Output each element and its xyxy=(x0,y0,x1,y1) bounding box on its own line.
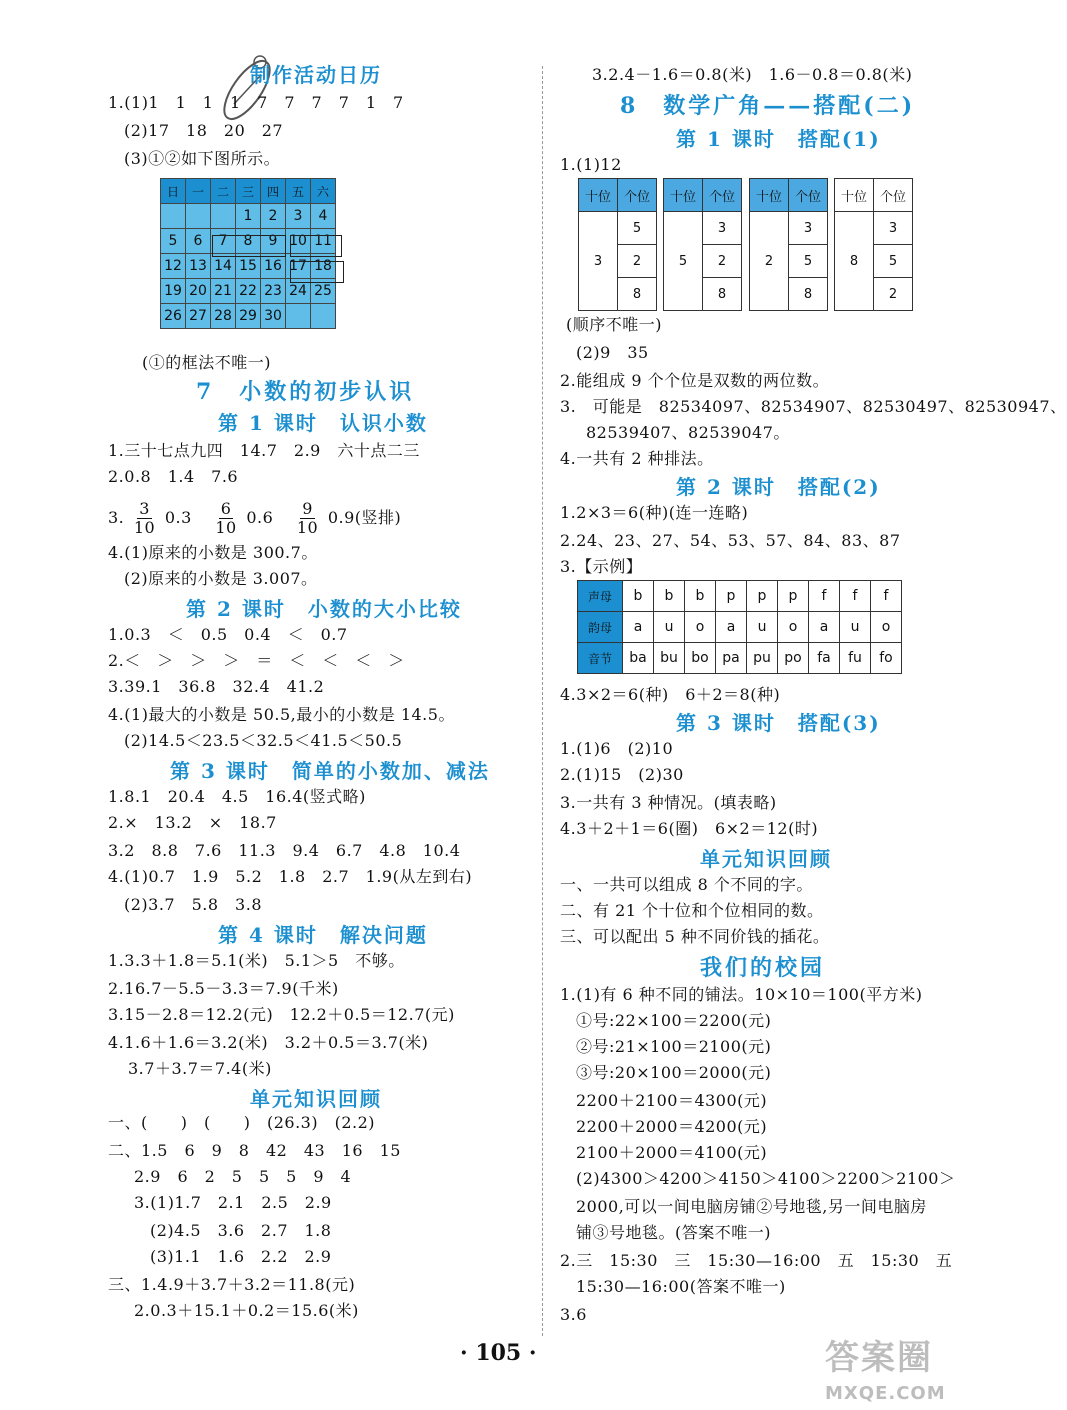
calendar-day-cell: 10 xyxy=(286,229,311,254)
answer-line: 3.39.1 36.8 32.4 41.2 xyxy=(108,677,325,696)
answer-line: (2)4300＞4200＞4150＞4100＞2200＞2100＞ xyxy=(576,1169,956,1188)
answer-line: (3)1.1 1.6 2.2 2.9 xyxy=(150,1247,332,1266)
calendar-day-cell: 20 xyxy=(186,279,211,304)
pinyin-cell: ba xyxy=(623,643,654,674)
page-number: · 105 · xyxy=(460,1340,537,1366)
place-value-cell: 十位 xyxy=(835,179,874,212)
answer-line: 1.(1)6 (2)10 xyxy=(560,739,674,758)
calendar-day-cell: 5 xyxy=(161,229,186,254)
calendar-day-cell: 25 xyxy=(311,279,336,304)
place-value-table-3 xyxy=(749,178,828,311)
answer-line: 3.(1)1.7 2.1 2.5 2.9 xyxy=(134,1193,332,1212)
r-lesson3-title: 第 3 课时 搭配(3) xyxy=(676,711,881,735)
calendar-day-cell: 9 xyxy=(261,229,286,254)
answer-line: (2)4.5 3.6 2.7 1.8 xyxy=(150,1221,332,1240)
calendar-day-cell: 23 xyxy=(261,279,286,304)
pinyin-cell: o xyxy=(871,612,902,643)
answer-line: 4.1.6＋1.6＝3.2(米) 3.2＋0.5＝3.7(米) xyxy=(108,1033,429,1052)
review-title-right: 单元知识回顾 xyxy=(700,847,832,871)
lesson4-title: 第 4 课时 解决问题 xyxy=(218,923,428,947)
answer-line: 3.6 xyxy=(560,1305,587,1324)
answer-line: 2.(1)15 (2)30 xyxy=(560,765,684,784)
answer-line: 1.三十七点九四 14.7 2.9 六十点二三 xyxy=(108,441,420,460)
place-value-cell: 十位 xyxy=(750,179,789,212)
r-lesson1-title: 第 1 课时 搭配(1) xyxy=(676,127,881,151)
column-divider xyxy=(542,66,543,1336)
pinyin-cell: u xyxy=(840,612,871,643)
pinyin-cell: bo xyxy=(685,643,716,674)
calendar-day-cell: 8 xyxy=(236,229,261,254)
pinyin-cell: bu xyxy=(654,643,685,674)
answer-line: 2200＋2000＝4200(元) xyxy=(576,1117,768,1136)
place-value-cell: 8 xyxy=(789,278,828,311)
pinyin-row-label: 音节 xyxy=(578,643,623,674)
place-value-cell: 3 xyxy=(703,212,742,245)
answer-line: 3.7＋3.7＝7.4(米) xyxy=(128,1059,272,1078)
answer-line: 3.【示例】 xyxy=(560,557,643,576)
place-value-cell: 8 xyxy=(835,212,874,311)
calendar-day-cell: 27 xyxy=(186,304,211,329)
answer-line: 3.2.4－1.6＝0.8(米) 1.6－0.8＝0.8(米) xyxy=(592,65,913,84)
fraction-part: 3 xyxy=(139,499,150,518)
calendar-day-cell: 22 xyxy=(236,279,261,304)
place-value-cell: 个位 xyxy=(703,179,742,212)
answer-line: (2)3.7 5.8 3.8 xyxy=(124,895,263,914)
answer-line: 1.0.3 ＜ 0.5 0.4 ＜ 0.7 xyxy=(108,625,348,644)
fraction-part: 10 xyxy=(133,518,156,537)
decimal-value: 0.3 xyxy=(164,508,192,527)
place-value-cell: 十位 xyxy=(664,179,703,212)
answer-line-fractions xyxy=(108,500,401,537)
answer-line: 铺③号地毯。(答案不唯一) xyxy=(576,1223,771,1242)
pinyin-cell: p xyxy=(747,581,778,612)
decimal-value: 0.6 xyxy=(246,508,274,527)
answer-line: 4.(1)原来的小数是 300.7。 xyxy=(108,543,318,562)
answer-line: 1.(1)1 1 1 1 7 7 7 7 1 7 xyxy=(108,93,404,112)
answer-line: 三、可以配出 5 种不同价钱的插花。 xyxy=(560,927,830,946)
answer-line: 4.3×2＝6(种) 6＋2＝8(种) xyxy=(560,685,781,704)
fraction xyxy=(297,500,318,537)
answer-line: 2.16.7－5.5－3.3＝7.9(千米) xyxy=(108,979,339,998)
place-value-cell: 个位 xyxy=(789,179,828,212)
pinyin-cell: fu xyxy=(840,643,871,674)
answer-line: 2.× 13.2 × 18.7 xyxy=(108,813,277,832)
lesson3-title: 第 3 课时 简单的小数加、减法 xyxy=(170,759,490,783)
answer-line: 4.(1)0.7 1.9 5.2 1.8 2.7 1.9(从左到右) xyxy=(108,867,473,886)
calendar-day-cell: 11 xyxy=(311,229,336,254)
answer-line: 2.0.8 1.4 7.6 xyxy=(108,467,239,486)
answer-line: 2.能组成 9 个个位是双数的两位数。 xyxy=(560,371,830,390)
answer-line: 2.24、23、27、54、53、57、84、83、87 xyxy=(560,531,901,550)
calendar-day-cell xyxy=(161,204,186,229)
calendar-header-cell: 日 xyxy=(161,179,186,204)
calendar-header-cell: 二 xyxy=(211,179,236,204)
place-value-cell: 2 xyxy=(750,212,789,311)
answer-line: 三、1.4.9＋3.7＋3.2＝11.8(元) xyxy=(108,1275,356,1294)
answer-line: 2.0.3＋15.1＋0.2＝15.6(米) xyxy=(134,1301,359,1320)
pinyin-cell: a xyxy=(623,612,654,643)
calendar-day-cell: 13 xyxy=(186,254,211,279)
calendar-day-cell: 28 xyxy=(211,304,236,329)
watermark xyxy=(825,1330,946,1404)
q3-prefix: 3. xyxy=(108,508,125,527)
answer-line: 15:30—16:00(答案不唯一) xyxy=(576,1277,786,1296)
answer-line: ①号:22×100＝2200(元) xyxy=(576,1011,772,1030)
fraction-part: 10 xyxy=(215,518,237,537)
calendar-header-cell: 一 xyxy=(186,179,211,204)
calendar-day-cell: 12 xyxy=(161,254,186,279)
answer-line: ③号:20×100＝2000(元) xyxy=(576,1063,772,1082)
calendar-mark-box xyxy=(212,235,286,257)
fraction xyxy=(215,500,236,537)
watermark-logo-text: 答案圈 xyxy=(825,1338,933,1378)
pinyin-cell: po xyxy=(778,643,809,674)
pinyin-cell: b xyxy=(654,581,685,612)
pinyin-cell: pu xyxy=(747,643,778,674)
answer-line: 1.2×3＝6(种)(连一连略) xyxy=(560,503,749,522)
answer-line: (2)原来的小数是 3.007。 xyxy=(124,569,318,588)
place-value-cell: 3 xyxy=(579,212,618,311)
answer-line: 1.(1)有 6 种不同的铺法。10×10＝100(平方米) xyxy=(560,985,923,1004)
pinyin-cell: b xyxy=(685,581,716,612)
place-value-cell: 个位 xyxy=(874,179,913,212)
campus-title: 我们的校园 xyxy=(700,955,826,981)
decimal-value: 0.9(竖排) xyxy=(327,508,402,527)
pinyin-cell: pa xyxy=(716,643,747,674)
place-value-table-4 xyxy=(834,178,913,311)
pinyin-cell: o xyxy=(778,612,809,643)
place-value-cell: 2 xyxy=(618,245,657,278)
answer-note: (顺序不唯一) xyxy=(566,315,662,334)
place-value-cell: 个位 xyxy=(618,179,657,212)
fraction-part: 9 xyxy=(302,499,313,518)
place-value-cell: 3 xyxy=(874,212,913,245)
fraction-part: 6 xyxy=(220,499,232,518)
answer-note: (①的框法不唯一) xyxy=(142,353,271,372)
review-title-left: 单元知识回顾 xyxy=(250,1087,382,1111)
pinyin-cell: a xyxy=(716,612,747,643)
place-value-cell: 5 xyxy=(618,212,657,245)
place-value-cell: 8 xyxy=(618,278,657,311)
calendar-day-cell: 7 xyxy=(211,229,236,254)
place-value-cell: 5 xyxy=(874,245,913,278)
calendar-day-cell: 15 xyxy=(236,254,261,279)
place-value-cell: 3 xyxy=(789,212,828,245)
r-lesson2-title: 第 2 课时 搭配(2) xyxy=(676,475,881,499)
pinyin-cell: b xyxy=(623,581,654,612)
answer-line: 2000,可以一间电脑房铺②号地毯,另一间电脑房 xyxy=(576,1197,927,1216)
pinyin-table xyxy=(577,580,902,674)
pinyin-row-label: 声母 xyxy=(578,581,623,612)
unit7-title: 7 小数的初步认识 xyxy=(196,379,415,405)
calendar-day-cell: 21 xyxy=(211,279,236,304)
calendar-day-cell: 14 xyxy=(211,254,236,279)
answer-line: 4.(1)最大的小数是 50.5,最小的小数是 14.5。 xyxy=(108,705,455,724)
answer-line: 2100＋2000＝4100(元) xyxy=(576,1143,768,1162)
fraction-part: 10 xyxy=(296,518,319,537)
answer-line: 3. 可能是 82534097、82534907、82530497、82530947、 xyxy=(560,397,1067,416)
calendar-day-cell xyxy=(286,304,311,329)
answer-line: 3.15－2.8＝12.2(元) 12.2＋0.5＝12.7(元) xyxy=(108,1005,455,1024)
lesson1-title: 第 1 课时 认识小数 xyxy=(218,411,428,435)
calendar-day-cell xyxy=(186,204,211,229)
answer-line: 4.3＋2＋1＝6(圈) 6×2＝12(时) xyxy=(560,819,819,838)
place-value-cell: 5 xyxy=(664,212,703,311)
unit8-title: 8 数学广角——搭配(二) xyxy=(620,93,916,119)
calendar-header-cell: 五 xyxy=(286,179,311,204)
calendar-day-cell: 17 xyxy=(286,254,311,279)
answer-line: ②号:21×100＝2100(元) xyxy=(576,1037,772,1056)
answer-line: 2200＋2100＝4300(元) xyxy=(576,1091,768,1110)
answer-line: 一、( ) ( ) (26.3) (2.2) xyxy=(108,1113,376,1132)
pinyin-row-label: 韵母 xyxy=(578,612,623,643)
calendar-day-cell: 18 xyxy=(311,254,336,279)
answer-line: 2.＜ ＞ ＞ ＞ ＝ ＜ ＜ ＜ ＞ xyxy=(108,651,405,670)
calendar-title: 制作活动日历 xyxy=(250,63,382,87)
answer-line: 3.2 8.8 7.6 11.3 9.4 6.7 4.8 10.4 xyxy=(108,841,461,860)
place-value-cell: 2 xyxy=(703,245,742,278)
calendar-day-cell: 30 xyxy=(261,304,286,329)
pinyin-cell: u xyxy=(654,612,685,643)
place-value-cell: 2 xyxy=(874,278,913,311)
answer-line: (2)17 18 20 27 xyxy=(124,121,284,140)
answer-line: 3.一共有 3 种情况。(填表略) xyxy=(560,793,777,812)
answer-line: 1.3.3＋1.8＝5.1(米) 5.1＞5 不够。 xyxy=(108,951,405,970)
calendar-day-cell: 3 xyxy=(286,204,311,229)
calendar-day-cell: 26 xyxy=(161,304,186,329)
answer-line: 2.三 15:30 三 15:30—16:00 五 15:30 五 xyxy=(560,1251,953,1270)
place-value-table-1 xyxy=(578,178,657,311)
answer-line: 二、1.5 6 9 8 42 43 16 15 xyxy=(108,1141,401,1160)
calendar-day-cell: 4 xyxy=(311,204,336,229)
pinyin-cell: fa xyxy=(809,643,840,674)
lesson2-title: 第 2 课时 小数的大小比较 xyxy=(186,597,462,621)
calendar-header-cell: 三 xyxy=(236,179,261,204)
pinyin-cell: p xyxy=(778,581,809,612)
calendar-day-cell: 2 xyxy=(261,204,286,229)
pinyin-cell: f xyxy=(871,581,902,612)
pinyin-cell: u xyxy=(747,612,778,643)
place-value-cell: 8 xyxy=(703,278,742,311)
calendar-day-cell: 19 xyxy=(161,279,186,304)
answer-line: 1.(1)12 xyxy=(560,155,622,174)
calendar-day-cell xyxy=(311,304,336,329)
place-value-table-2 xyxy=(663,178,742,311)
answer-line: (3)①②如下图所示。 xyxy=(124,149,281,168)
answer-line: 82539407、82539047。 xyxy=(586,423,790,442)
fraction xyxy=(134,500,155,537)
answer-line: (2)14.5＜23.5＜32.5＜41.5＜50.5 xyxy=(124,731,403,750)
pinyin-cell: p xyxy=(716,581,747,612)
calendar-mark-box xyxy=(290,261,344,283)
pinyin-cell: a xyxy=(809,612,840,643)
pinyin-cell: fo xyxy=(871,643,902,674)
calendar-day-cell: 16 xyxy=(261,254,286,279)
calendar-header-cell: 六 xyxy=(311,179,336,204)
place-value-cell: 5 xyxy=(789,245,828,278)
pinyin-cell: f xyxy=(809,581,840,612)
calendar-day-cell xyxy=(211,204,236,229)
place-value-cell: 十位 xyxy=(579,179,618,212)
calendar-day-cell: 6 xyxy=(186,229,211,254)
answer-line: 二、有 21 个十位和个位相同的数。 xyxy=(560,901,824,920)
pinyin-cell: f xyxy=(840,581,871,612)
calendar-header-cell: 四 xyxy=(261,179,286,204)
watermark-url: MXQE.COM xyxy=(825,1383,946,1404)
answer-line: (2)9 35 xyxy=(576,343,649,362)
calendar-day-cell: 24 xyxy=(286,279,311,304)
answer-line: 4.一共有 2 种排法。 xyxy=(560,449,714,468)
calendar-day-cell: 29 xyxy=(236,304,261,329)
answer-line: 一、一共可以组成 8 个不同的字。 xyxy=(560,875,813,894)
pinyin-cell: o xyxy=(685,612,716,643)
calendar-mark-box xyxy=(290,235,342,257)
calendar-day-cell: 1 xyxy=(236,204,261,229)
answer-line: 2.9 6 2 5 5 5 9 4 xyxy=(134,1167,352,1186)
answer-line: 1.8.1 20.4 4.5 16.4(竖式略) xyxy=(108,787,366,806)
